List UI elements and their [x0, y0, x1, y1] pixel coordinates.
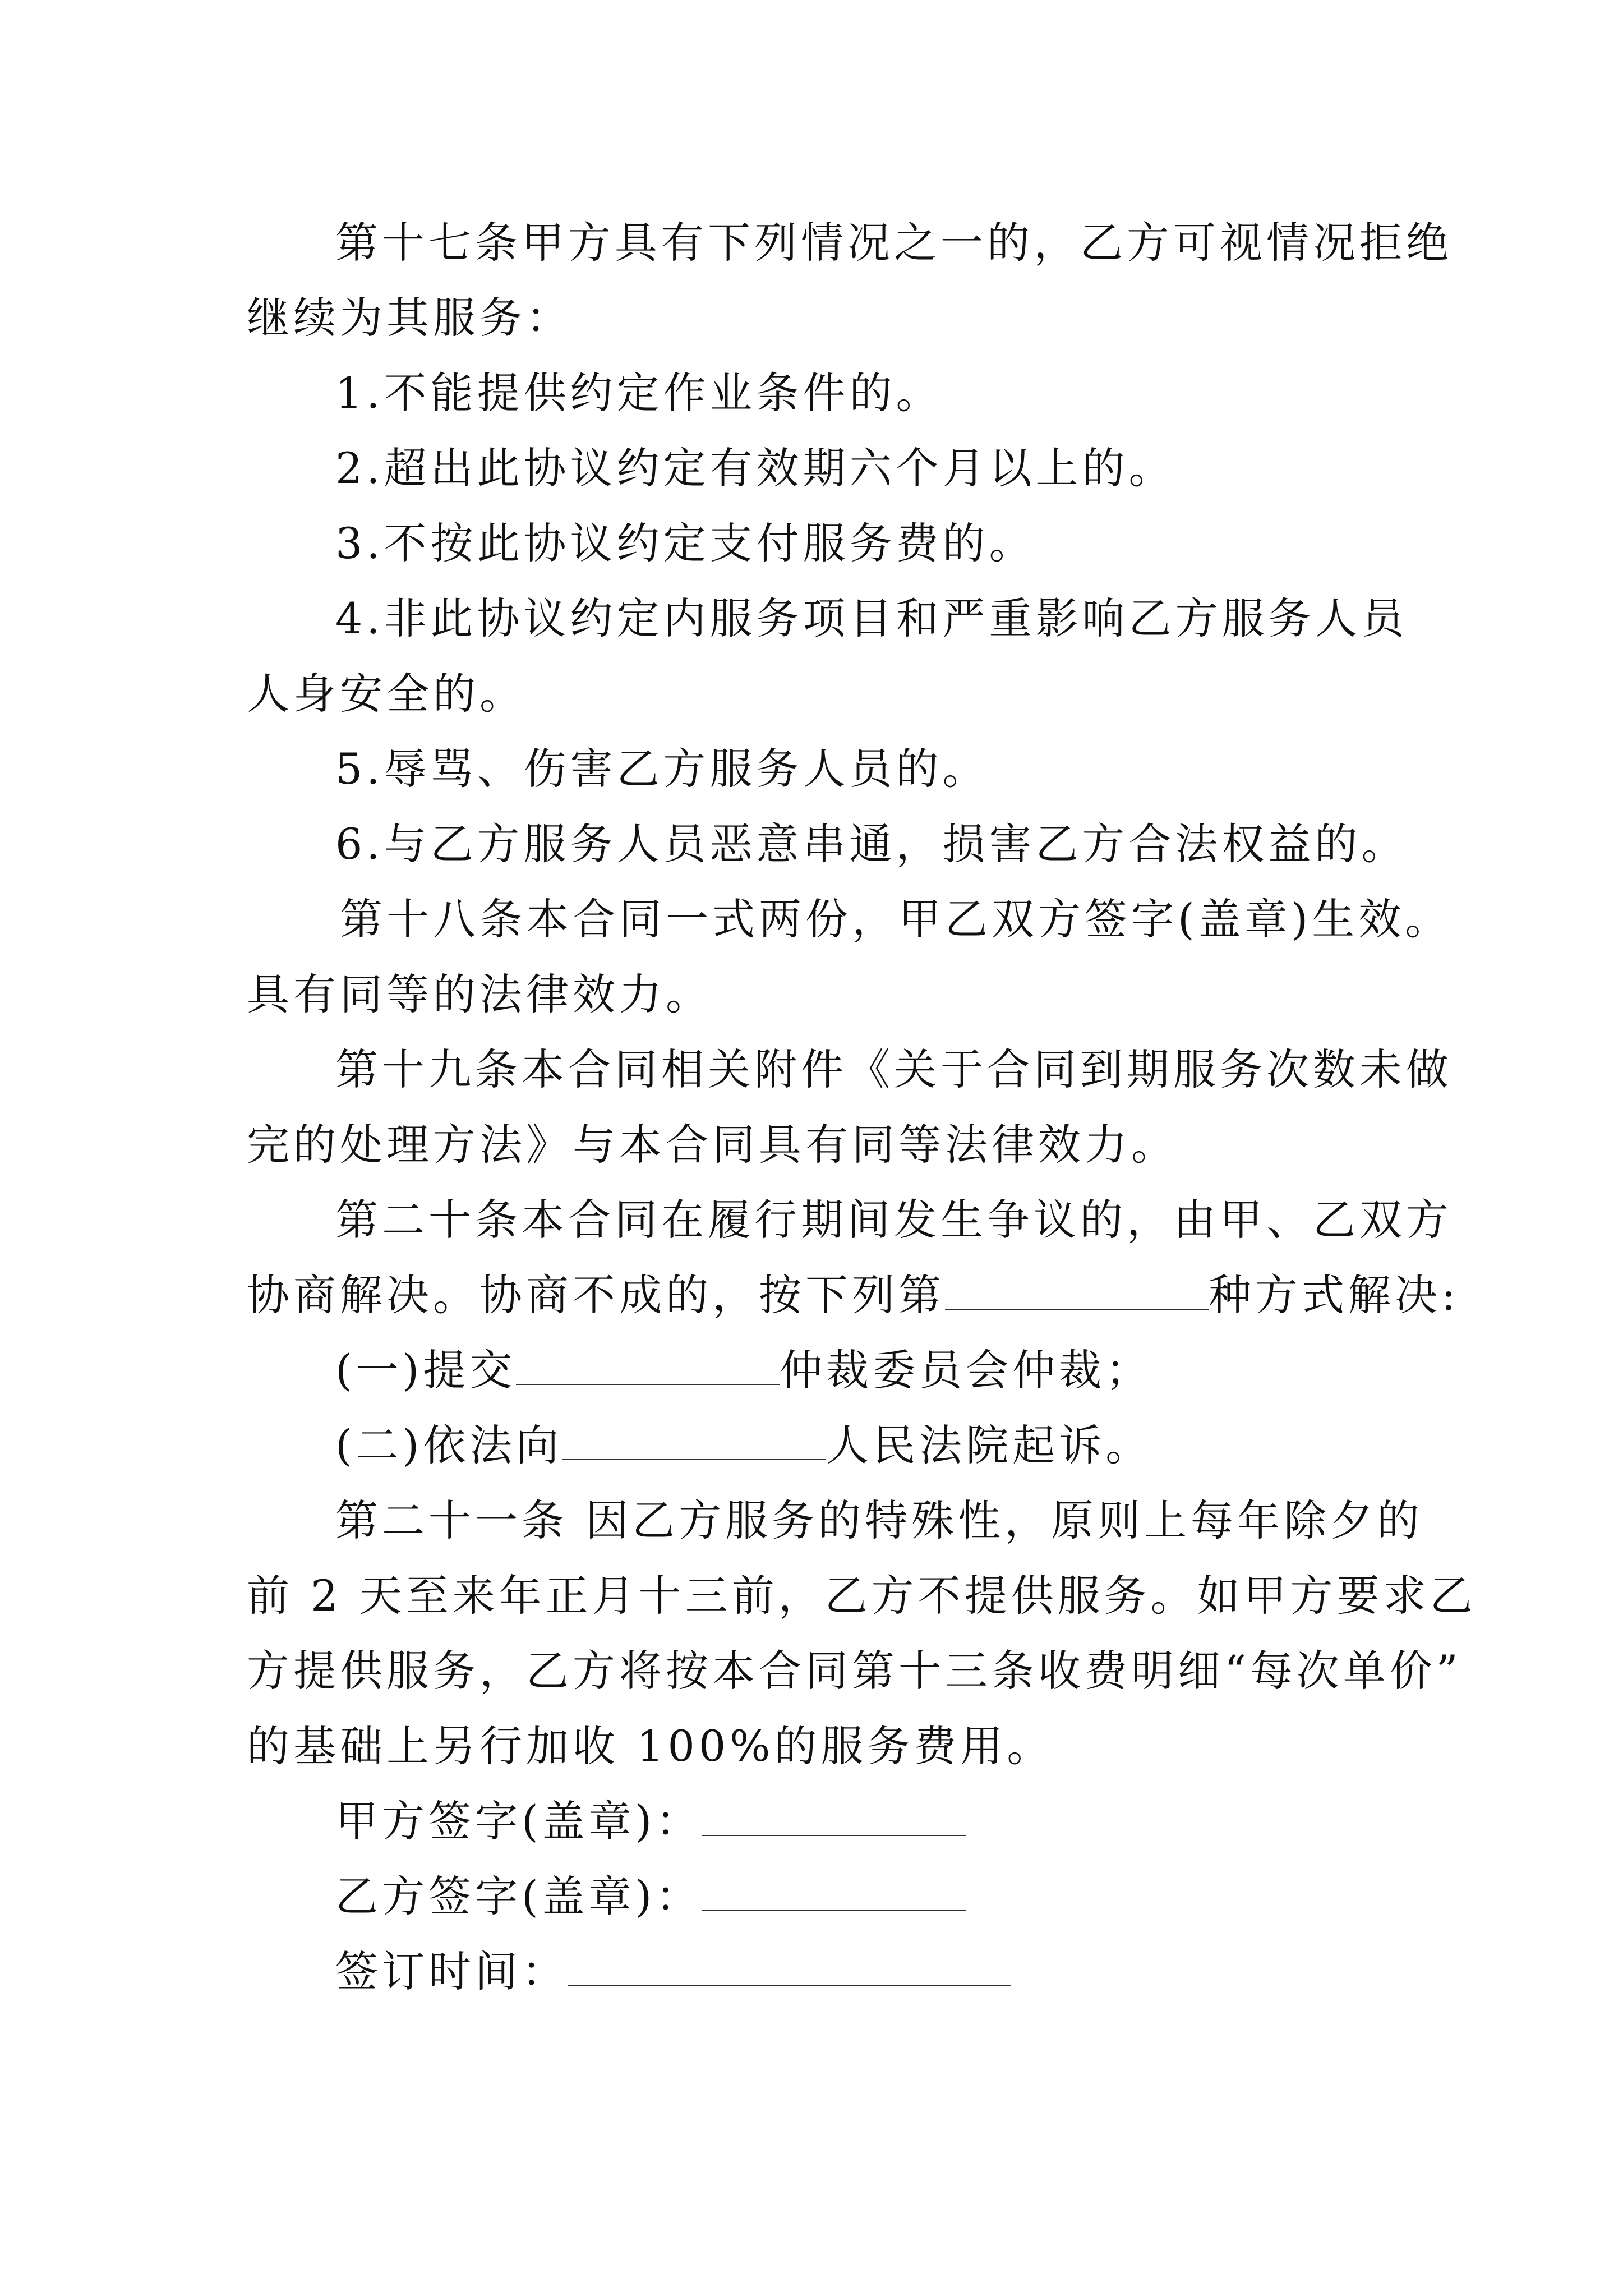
article-21-line-3: 方提供服务，乙方将按本合同第十三条收费明细“每次单价” [247, 1646, 1462, 1696]
signing-date-label: 签订时间： [335, 1947, 568, 1996]
clause-item-1: 1.不能提供约定作业条件的。 [335, 368, 943, 418]
party-a-signature-blank [702, 1791, 966, 1836]
article-18-line-1: 第十八条本合同一式两份，甲乙双方签字(盖章)生效。 [340, 894, 1452, 944]
dispute-text-before: 协商解决。协商不成的，按下列第 [247, 1270, 945, 1320]
article-20-line-2 [247, 1264, 1460, 1326]
clause-item-5: 5.辱骂、伤害乙方服务人员的。 [335, 744, 989, 794]
article-18-line-2: 具有同等的法律效力。 [247, 969, 712, 1019]
arbitration-text-before: (一)提交 [335, 1345, 517, 1395]
court-option [335, 1415, 1152, 1476]
party-b-signature-label: 乙方签字(盖章)： [335, 1871, 703, 1921]
article-17-line-2: 继续为其服务： [247, 293, 573, 343]
article-21-line-1: 第二十一条 因乙方服务的特殊性，原则上每年除夕的 [335, 1496, 1424, 1545]
article-21-line-4: 的基础上另行加收 100%的服务费用。 [247, 1721, 1054, 1771]
party-b-signature-row [335, 1866, 966, 1927]
court-name-blank [562, 1415, 826, 1460]
arbitration-committee-blank [516, 1340, 780, 1385]
clause-item-6: 6.与乙方服务人员恶意串通，损害乙方合法权益的。 [335, 819, 1408, 869]
signing-date-blank [568, 1941, 1011, 1986]
court-text-after: 人民法院起诉。 [826, 1420, 1152, 1470]
article-19-line-2: 完的处理方法》与本合同具有同等法律效力。 [247, 1120, 1178, 1170]
party-a-signature-row [335, 1791, 966, 1852]
clause-item-2: 2.超出此协议约定有效期六个月以上的。 [335, 443, 1175, 493]
article-19-line-1: 第十九条本合同相关附件《关于合同到期服务次数未做 [335, 1045, 1453, 1094]
party-a-signature-label: 甲方签字(盖章)： [335, 1796, 703, 1846]
clause-item-4-line-2: 人身安全的。 [247, 669, 526, 719]
dispute-method-blank [945, 1265, 1209, 1310]
clause-item-3: 3.不按此协议约定支付服务费的。 [335, 518, 1036, 568]
article-21-line-2: 前 2 天至来年正月十三前，乙方不提供服务。如甲方要求乙 [247, 1571, 1477, 1621]
article-17-line-1: 第十七条甲方具有下列情况之一的，乙方可视情况拒绝 [335, 218, 1453, 268]
court-text-before: (二)依法向 [335, 1420, 563, 1470]
clause-item-4-line-1: 4.非此协议约定内服务项目和严重影响乙方服务人员 [335, 593, 1408, 643]
signing-date-row [335, 1941, 1011, 2003]
party-b-signature-blank [702, 1866, 966, 1911]
arbitration-text-after: 仲裁委员会仲裁； [780, 1345, 1152, 1395]
arbitration-option [335, 1340, 1152, 1401]
dispute-text-after: 种方式解决: [1209, 1270, 1460, 1320]
article-20-line-1: 第二十条本合同在履行期间发生争议的，由甲、乙双方 [335, 1195, 1453, 1245]
